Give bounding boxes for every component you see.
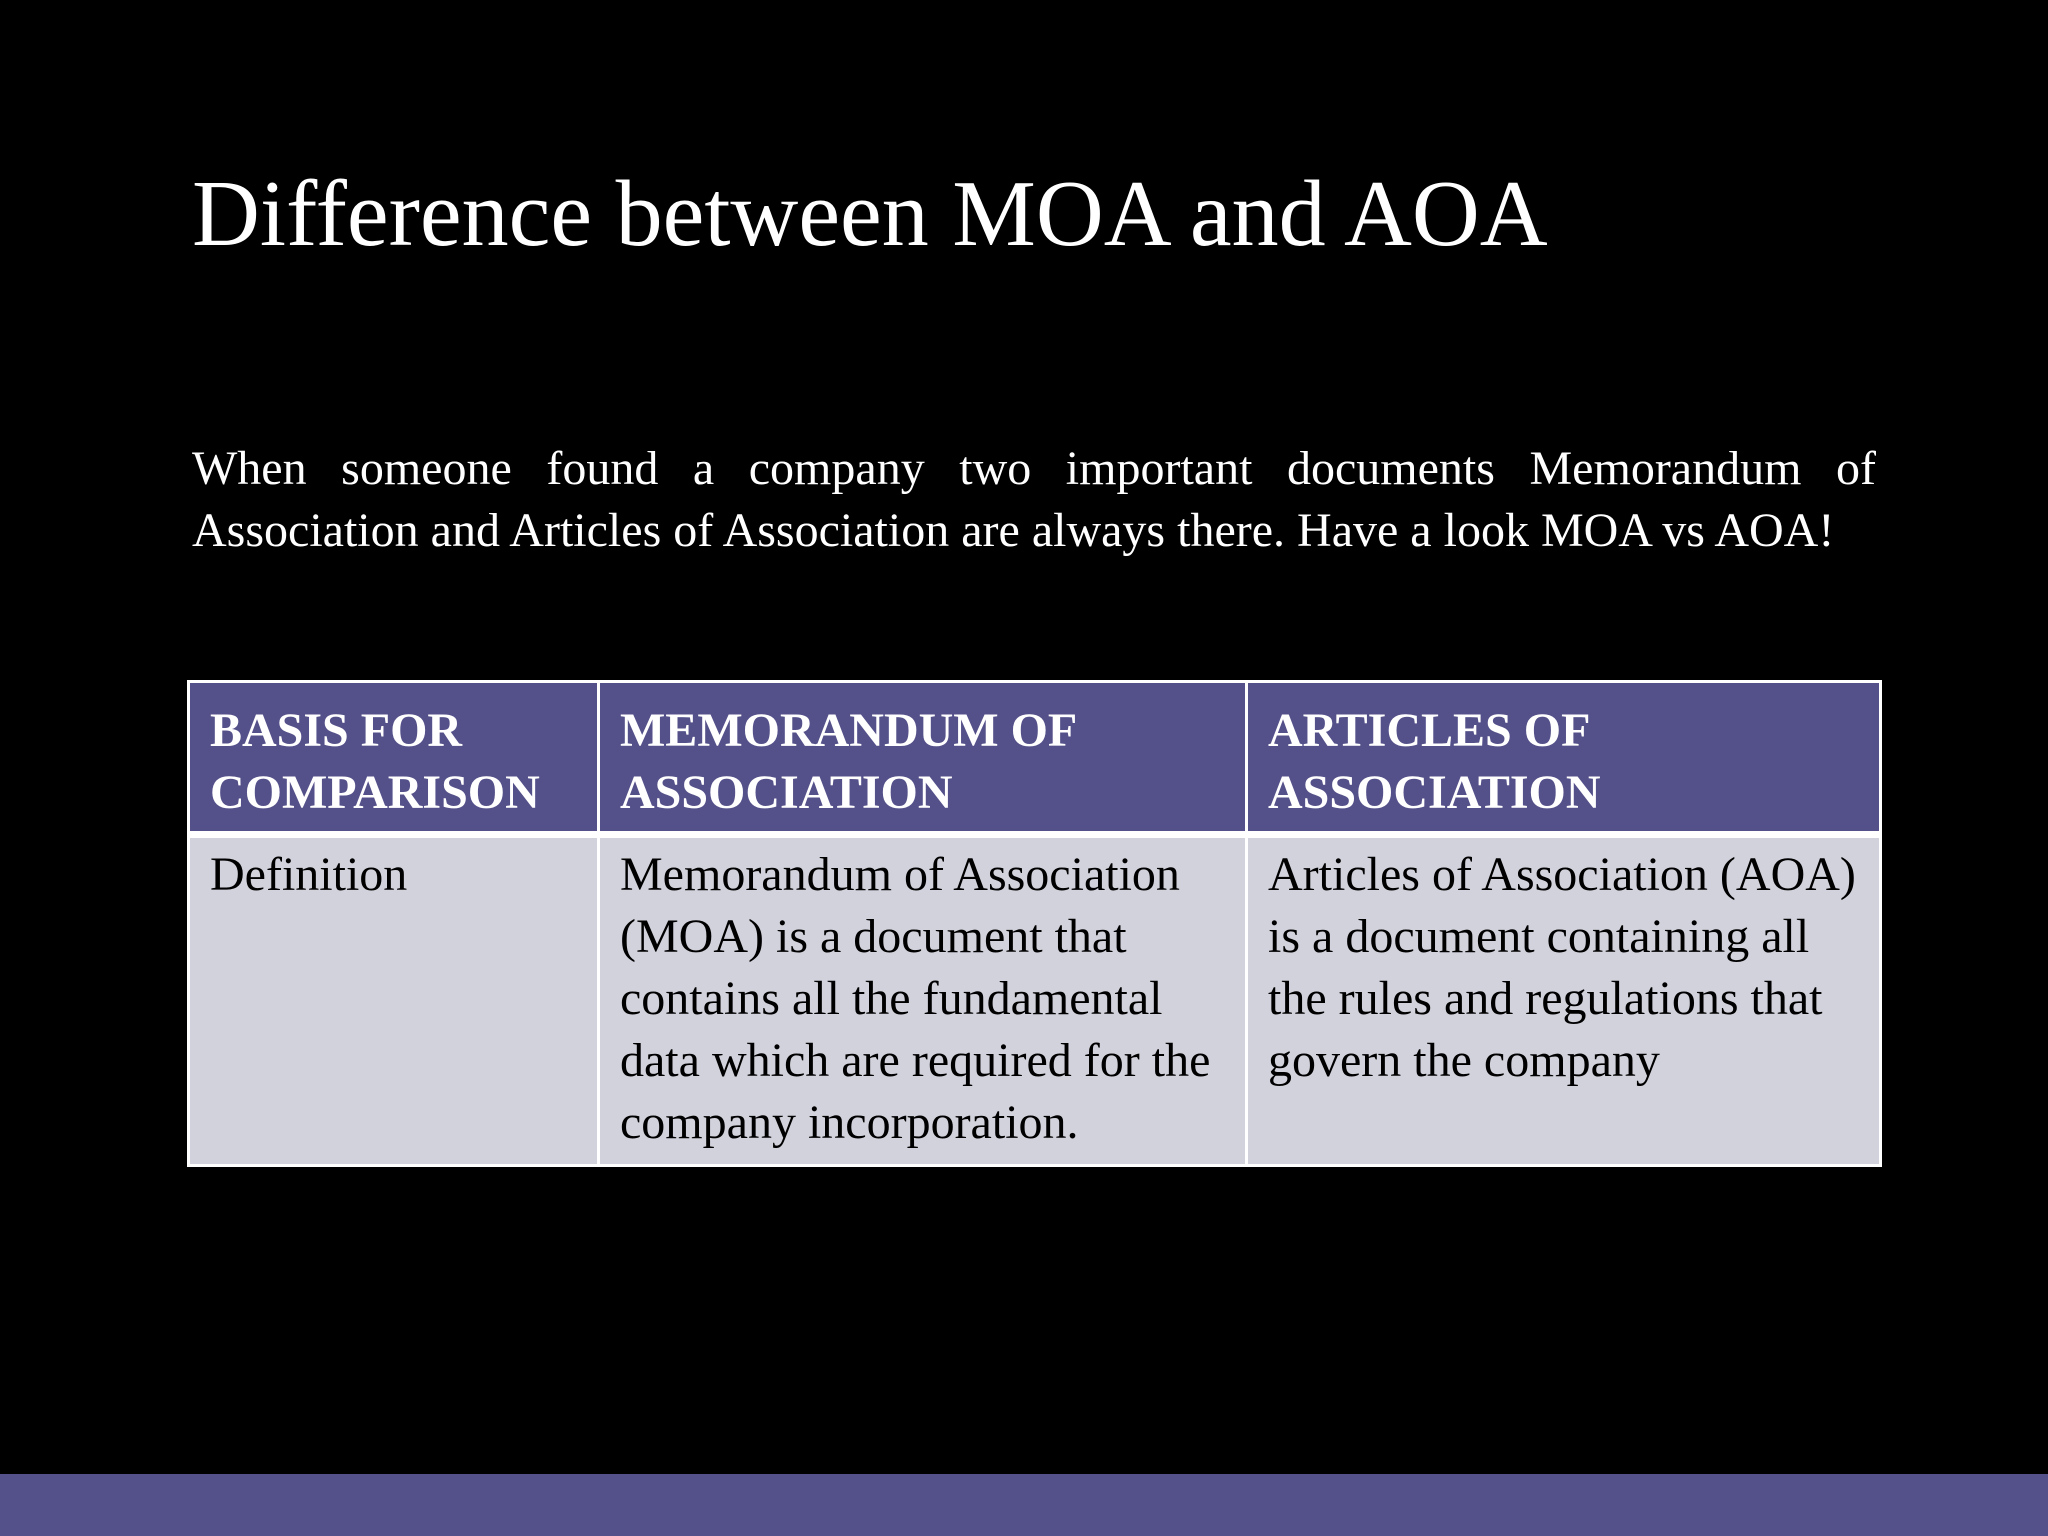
- table-row: [189, 835, 1881, 1166]
- cell-aoa: Articles of Association (AOA) is a document containing all the rules and regulations that govern the company: [1247, 835, 1881, 1166]
- table-header-row: [189, 682, 1881, 835]
- cell-moa: Memorandum of Association (MOA) is a document that contains all the fundamental data which are required for the company incorporation.: [599, 835, 1247, 1166]
- intro-paragraph: When someone found a company two important documents Memorandum of Association and Articles of Association are always there. Have a look MOA vs AOA!: [192, 442, 1876, 557]
- footer-bar: [0, 1474, 2048, 1536]
- cell-basis: Definition: [189, 835, 599, 1166]
- header-basis-for-comparison: BASIS FOR COMPARISON: [189, 682, 599, 835]
- header-articles-of-association: ARTICLES OF ASSOCIATION: [1247, 682, 1881, 835]
- slide-title: Difference between MOA and AOA: [192, 162, 1548, 266]
- comparison-table: [187, 680, 1882, 1167]
- header-memorandum-of-association: MEMORANDUM OF ASSOCIATION: [599, 682, 1247, 835]
